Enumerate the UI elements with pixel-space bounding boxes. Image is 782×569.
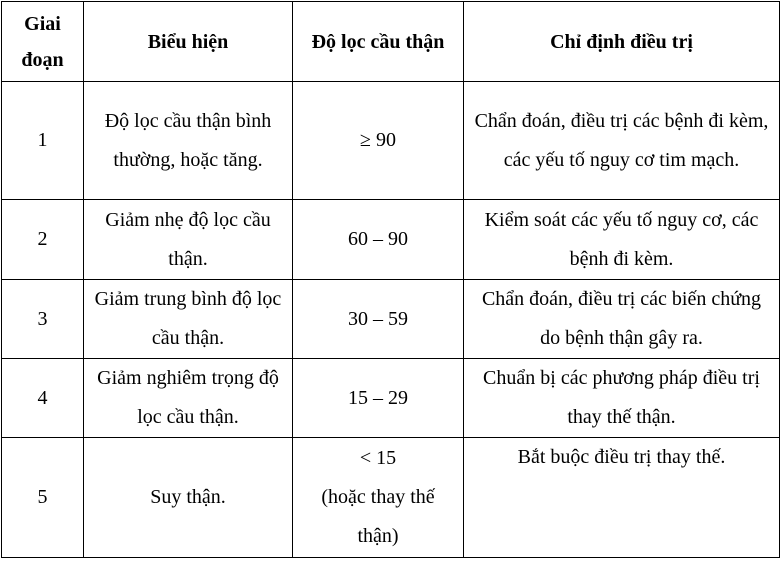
ckd-stages-table xyxy=(1,1,780,558)
cell-stage: 1 xyxy=(2,82,84,200)
cell-gfr xyxy=(293,438,464,558)
table-row xyxy=(2,359,780,438)
cell-stage: 5 xyxy=(2,438,84,558)
cell-manifestation: Giảm nhẹ độ lọc cầu thận. xyxy=(84,200,293,280)
cell-stage: 2 xyxy=(2,200,84,280)
header-treatment: Chỉ định điều trị xyxy=(464,2,780,82)
cell-manifestation: Giảm trung bình độ lọc cầu thận. xyxy=(84,280,293,359)
cell-manifestation: Giảm nghiêm trọng độ lọc cầu thận. xyxy=(84,359,293,438)
table-row xyxy=(2,280,780,359)
cell-gfr: ≥ 90 xyxy=(293,82,464,200)
table-row xyxy=(2,82,780,200)
header-stage: Giai đoạn xyxy=(2,2,84,82)
cell-gfr: 15 – 29 xyxy=(293,359,464,438)
cell-stage: 4 xyxy=(2,359,84,438)
cell-gfr: 60 – 90 xyxy=(293,200,464,280)
cell-treatment: Chẩn đoán, điều trị các biến chứng do bệnh thận gây ra. xyxy=(464,280,780,359)
table-row xyxy=(2,438,780,558)
cell-treatment: Bắt buộc điều trị thay thế. xyxy=(464,438,780,558)
header-manifestation: Biểu hiện xyxy=(84,2,293,82)
cell-gfr: 30 – 59 xyxy=(293,280,464,359)
header-gfr: Độ lọc cầu thận xyxy=(293,2,464,82)
cell-manifestation: Suy thận. xyxy=(84,438,293,558)
cell-manifestation: Độ lọc cầu thận bình thường, hoặc tăng. xyxy=(84,82,293,200)
gfr-value: < 15 xyxy=(359,447,397,469)
cell-treatment: Chẩn đoán, điều trị các bệnh đi kèm, các yếu tố nguy cơ tim mạch. xyxy=(464,82,780,200)
gfr-note: (hoặc thay thế thận) xyxy=(321,486,435,547)
cell-treatment: Chuẩn bị các phương pháp điều trị thay thế thận. xyxy=(464,359,780,438)
cell-treatment: Kiểm soát các yếu tố nguy cơ, các bệnh đi kèm. xyxy=(464,200,780,280)
table-row xyxy=(2,200,780,280)
cell-stage: 3 xyxy=(2,280,84,359)
table-header-row xyxy=(2,2,780,82)
